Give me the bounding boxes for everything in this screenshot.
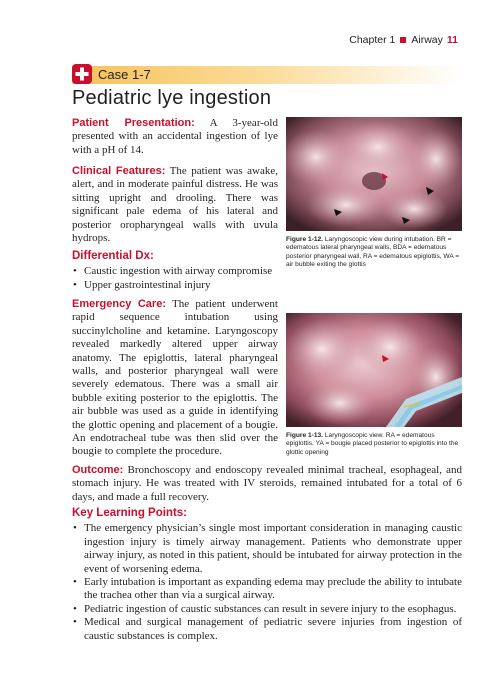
presentation-text: A 3-year-old presented with an accidental ingestion of lye with a pH of 14. bbox=[72, 117, 278, 156]
chapter-label: Chapter 1 bbox=[349, 34, 396, 46]
list-item: • The emergency physician’s single most important consideration in managing caustic ingestion injury is timely airway management. Patients who demonstrate upper airway injury, as noted in this patient, should be intubated for airway protection in the event of worsening edema. bbox=[84, 522, 462, 576]
figure-1-12-text: Laryngoscopic view during intubation. BR = edematous lateral pharyngeal walls, BDA = edematous posterior pharyngeal wall, RA = edematous epiglottis, WA = air bubble exiting the glottis bbox=[286, 236, 460, 269]
differential-section bbox=[72, 250, 278, 292]
case-title: Pediatric lye ingestion bbox=[72, 87, 272, 109]
features-label: Clinical Features: bbox=[72, 165, 166, 177]
list-item: • Medical and surgical management of pediatric severe injuries from ingestion of caustic substances is complex. bbox=[84, 616, 462, 643]
presentation-label: Patient Presentation: bbox=[72, 117, 195, 129]
presentation-paragraph bbox=[72, 117, 278, 157]
learning-list bbox=[72, 522, 462, 643]
figure-1-12-caption bbox=[286, 236, 462, 270]
outcome-paragraph bbox=[72, 464, 462, 504]
figure-1-13-photo bbox=[286, 313, 462, 427]
figure-1-13-text: Laryngoscopic view. RA = edematous epiglottis, YA = bougie placed posterior to epiglottis into the glottic opening bbox=[286, 432, 459, 456]
learning-section bbox=[72, 507, 462, 643]
features-text: The patient was awake, alert, and in moderate painful distress. He was sitting upright and drooling. There was significant pale edema of his lateral and posterior oropharyngeal walls with uvula hydrops. bbox=[72, 165, 279, 245]
running-header bbox=[349, 34, 458, 46]
list-item: • Pediatric ingestion of caustic substances can result in severe injury to the esophagus. bbox=[84, 603, 462, 616]
emergency-label: Emergency Care: bbox=[72, 298, 166, 310]
case-number: Case 1-7 bbox=[98, 67, 151, 82]
figure-1-13-caption bbox=[286, 432, 462, 457]
separator-square-icon bbox=[400, 37, 406, 43]
section-label: Airway bbox=[411, 34, 443, 46]
page-number: 11 bbox=[446, 34, 458, 46]
list-item: • Early intubation is important as expanding edema may preclude the ability to intubate the trachea other than via a surgical airway. bbox=[84, 576, 462, 603]
outcome-label: Outcome: bbox=[72, 464, 124, 476]
outcome-text: Bronchoscopy and endoscopy revealed minimal tracheal, esophageal, and stomach injury. He was treated with IV steroids, remained intubated for a total of 6 days, and made a full recovery. bbox=[72, 464, 462, 503]
emergency-paragraph bbox=[72, 298, 278, 459]
list-item: • Upper gastrointestinal injury bbox=[84, 279, 278, 292]
figure-1-12-photo bbox=[286, 117, 462, 231]
medical-cross-icon bbox=[72, 64, 92, 84]
figure-1-13-label: Figure 1-13. bbox=[286, 432, 324, 439]
differential-list bbox=[72, 265, 278, 292]
differential-heading: Differential Dx: bbox=[72, 250, 154, 262]
figure-1-12-label: Figure 1-12. bbox=[286, 236, 324, 243]
learning-heading: Key Learning Points: bbox=[72, 507, 188, 519]
features-paragraph bbox=[72, 165, 278, 245]
list-item: • Caustic ingestion with airway compromise bbox=[84, 265, 278, 278]
emergency-text: The patient underwent rapid sequence intubation using succinylcholine and ketamine. Laryngoscopy revealed markedly altered upper airway anatomy. The epiglottis, lateral pharyngeal walls, and posterior pharyngeal wall were severely edematous. There was a small air bubble exiting posterior to the epiglottis. The air bubble was used as a guide in identifying the glottic opening and placement of a bougie. An endotracheal tube was then slid over the bougie to complete the procedure. bbox=[72, 298, 278, 458]
